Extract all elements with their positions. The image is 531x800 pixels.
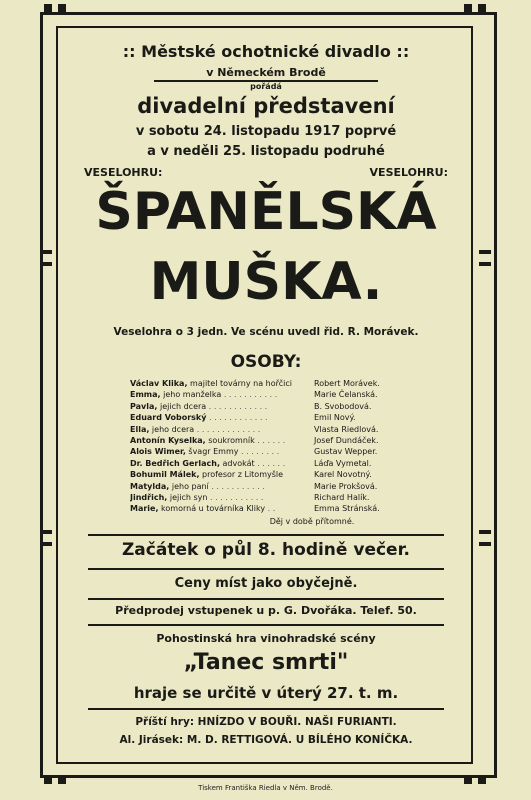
cast-setting: Děj v době přítomné. <box>269 517 355 526</box>
cast-role <box>130 481 312 493</box>
printer-credit: Tiskem Františka Riedla v Něm. Brodě. <box>198 784 333 792</box>
actor-name: Josef Dundáček. <box>314 436 379 445</box>
guest-title: „Tanec smrti" <box>183 650 349 675</box>
character-name: Václav Klika, <box>130 379 188 388</box>
character-name: Emma, <box>130 390 161 400</box>
cast-row <box>130 469 410 481</box>
guest-intro: Pohostinská hra vinohradské scény <box>156 632 376 645</box>
leader-dots: . . . . . . . . . . . . <box>206 413 268 423</box>
ornament-bottom-left <box>44 776 52 784</box>
cast-role <box>130 412 312 424</box>
actor-name: B. Svobodová. <box>314 401 372 411</box>
cast-row <box>130 389 410 401</box>
actor-name: Karel Novotný. <box>314 470 372 480</box>
cast-row <box>130 503 410 515</box>
ornament-bottom-right-2 <box>478 776 486 784</box>
cast-role <box>130 435 312 447</box>
cast-row <box>130 424 410 436</box>
presents-label: pořádá <box>250 82 282 91</box>
cast-role <box>130 378 312 390</box>
theatre-name: :: Městské ochotnické divadlo :: <box>122 42 410 61</box>
character-name: Bohumil Málek, <box>130 470 200 480</box>
play-subtitle: Veselohra o 3 jedn. Ve scénu uvedl řid. R. Morávek. <box>113 326 419 338</box>
date-first: v sobotu 24. listopadu 1917 poprvé <box>135 124 397 139</box>
actor-name: Robert Morávek. <box>314 379 380 388</box>
character-name: Eduard Voborský <box>130 413 207 423</box>
poster-content <box>66 38 466 758</box>
character-name: Dr. Bedřich Gerlach, <box>130 458 220 468</box>
character-name: Matylda, <box>130 481 170 491</box>
next-plays-2: Al. Jirásek: M. D. RETTIGOVÁ. U BÍLÉHO KONÍČKA. <box>119 734 413 746</box>
divider <box>88 708 444 710</box>
presale-info: Předprodej vstupenek u p. G. Dvořáka. Telef. 50. <box>115 604 417 617</box>
play-title-line1: ŠPANĚLSKÁ <box>95 182 437 242</box>
guest-when: hraje se určitě v úterý 27. t. m. <box>133 684 399 702</box>
actor-name: Marie Prokšová. <box>314 481 378 491</box>
actor-name: Emil Nový. <box>314 413 356 423</box>
actor-name: Emma Stránská. <box>314 504 380 514</box>
cast-row <box>130 481 410 493</box>
theatre-place: v Německém Brodě <box>206 66 326 79</box>
cast-role <box>130 458 312 470</box>
ornament-top-left-2 <box>58 4 66 12</box>
cast-row <box>130 458 410 470</box>
cast-row <box>130 378 410 390</box>
cast-role <box>130 424 312 436</box>
cast-row <box>130 401 410 413</box>
cast-role <box>130 401 312 413</box>
divider <box>88 598 444 600</box>
actor-name: Richard Halík. <box>314 493 370 502</box>
genre-right: VESELOHRU: <box>369 166 448 179</box>
ornament-top-right <box>464 4 472 12</box>
divider <box>88 568 444 570</box>
cast-heading: OSOBY: <box>230 352 302 372</box>
ornament-left-3 <box>40 530 52 534</box>
leader-dots: . . . . . . . . <box>238 447 280 457</box>
ornament-right-4 <box>479 542 491 546</box>
ticket-prices: Ceny míst jako obyčejně. <box>174 576 358 591</box>
start-time: Začátek o půl 8. hodině večer. <box>121 540 410 560</box>
divider <box>88 534 444 536</box>
character-name: Alois Wimer, <box>130 447 186 457</box>
character-description: jejich dcera <box>157 401 207 411</box>
ornament-bottom-right <box>464 776 472 784</box>
leader-dots: . . . . . . . . . . . <box>221 390 278 400</box>
next-plays-1: Příští hry: HNÍZDO V BOUŘI. NAŠI FURIANTI. <box>135 716 397 728</box>
character-description: jeho paní <box>169 481 209 491</box>
character-description: profesor z Litomyšle <box>199 470 284 480</box>
ornament-top-right-2 <box>478 4 486 12</box>
character-description: jejich syn <box>167 493 208 502</box>
ornament-bottom-left-2 <box>58 776 66 784</box>
character-name: Marie, <box>130 504 159 514</box>
leader-dots: . . . . . . . . . . . <box>208 481 265 491</box>
cast-row <box>130 435 410 447</box>
cast-row <box>130 446 410 458</box>
character-name: Pavla, <box>130 401 158 411</box>
actor-name: Marie Čelanská. <box>314 390 378 400</box>
leader-dots: . . . . . . <box>254 436 286 445</box>
cast-role <box>130 469 312 481</box>
character-description: majitel továrny na hořčici <box>187 379 292 388</box>
character-name: Ella, <box>130 424 150 434</box>
ornament-left-4 <box>40 542 52 546</box>
play-title-line2: MUŠKA. <box>149 252 383 312</box>
cast-role <box>130 492 312 504</box>
actor-name: Láďa Vymetal. <box>314 458 372 468</box>
leader-dots: . . . . . . <box>254 458 286 468</box>
character-description: švagr Emmy <box>185 447 239 457</box>
character-description: jeho manželka <box>160 390 222 400</box>
character-description: jeho dcera <box>149 424 195 434</box>
character-name: Antonín Kyselka, <box>130 436 206 445</box>
actor-name: Gustav Wepper. <box>314 447 378 457</box>
leader-dots: . . . . . . . . . . . . <box>206 401 268 411</box>
ornament-right-1 <box>479 250 491 254</box>
leader-dots: . . . . . . . . . . . . . <box>194 424 261 434</box>
character-description: komorná u továrníka Kliky <box>158 504 266 514</box>
character-description: advokát <box>219 458 255 468</box>
ornament-top-left <box>44 4 52 12</box>
cast-row <box>130 492 410 504</box>
divider <box>88 624 444 626</box>
genre-left: VESELOHRU: <box>84 166 163 179</box>
ornament-right-2 <box>479 262 491 266</box>
cast-row <box>130 412 410 424</box>
character-name: Jindřich, <box>130 493 168 502</box>
ornament-left-1 <box>40 250 52 254</box>
character-description: soukromník <box>205 436 255 445</box>
actor-name: Vlasta Riedlová. <box>314 424 379 434</box>
cast-role <box>130 446 312 458</box>
date-second: a v neděli 25. listopadu podruhé <box>147 144 385 159</box>
cast-role <box>130 503 312 515</box>
leader-dots: . . . . . . . . . . . <box>207 493 264 502</box>
ornament-left-2 <box>40 262 52 266</box>
ornament-right-3 <box>479 530 491 534</box>
event-title: divadelní představení <box>137 94 395 118</box>
cast-role <box>130 389 312 401</box>
leader-dots: . . <box>265 504 276 514</box>
